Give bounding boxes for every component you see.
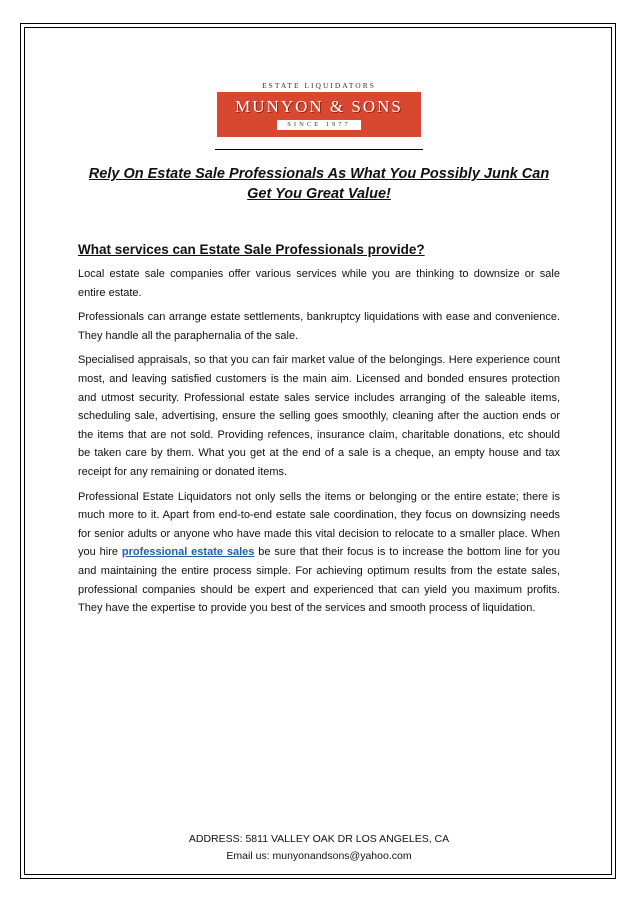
footer [0, 831, 638, 865]
section-heading: What services can Estate Sale Professionals provide? [78, 242, 425, 257]
paragraph-3: Specialised appraisals, so that you can fair market value of the belongings. Here experience count most, and leaving satisfied customers is the main aim. Licensed and bonded ensures protection and utmost security. Professional estate sales service includes arranging of the saleable items, scheduling sale, advertising, ensure the selling goes smoothly, cleaning after the auction ends or the items that are not sold. Providing refences, insurance claim, charitable donations, etc should be taken care by them. What you get at the end of a sale is a cheque, an empty house and tax receipt for any remaining or donated items. [78, 354, 560, 478]
title-line-1: Rely On Estate Sale Professionals As What You Possibly Junk Can [88, 166, 550, 182]
professional-estate-sales-link[interactable]: professional estate sales [121, 546, 255, 559]
logo-main-text: MUNYON & SONS [235, 97, 403, 116]
paragraph-4-part-1: Professional Estate Liquidators not only sells the items or belonging or the entire estate; there is much more to it. Apart from end-to-end estate sale coordination, they focus on downsizing needs for senior adults or anyone who have made this vital decision to relocate to a smaller place. When you hire [78, 490, 560, 559]
logo-top-text: ESTATE LIQUIDATORS [262, 81, 376, 90]
paragraph-4 [78, 488, 560, 618]
page-title [80, 164, 558, 204]
article-body [78, 242, 560, 624]
logo-since-text: SINCE 1977 [277, 120, 361, 130]
paragraph-2: Professionals can arrange estate settlements, bankruptcy liquidations with ease and convenience. They handle all the paraphernalia of the sale. [78, 311, 560, 342]
footer-address: ADDRESS: 5811 VALLEY OAK DR LOS ANGELES, CA [188, 833, 450, 845]
logo-divider [215, 149, 423, 150]
paragraph-4-part-2: be sure that their focus is to increase the bottom line for you and maintaining the entire process simple. For achieving optimum results from the estate sales, professional companies should be expert and experienced that can yield you maximum profits. They have the expertise to provide you best of the services and smooth process of liquidation. [78, 546, 560, 615]
paragraph-1: Local estate sale companies offer various services while you are thinking to downsize or sale entire estate. [78, 268, 560, 299]
title-line-2: Get You Great Value! [247, 186, 391, 202]
company-logo [217, 79, 421, 137]
footer-email: Email us: munyonandsons@yahoo.com [226, 850, 412, 862]
